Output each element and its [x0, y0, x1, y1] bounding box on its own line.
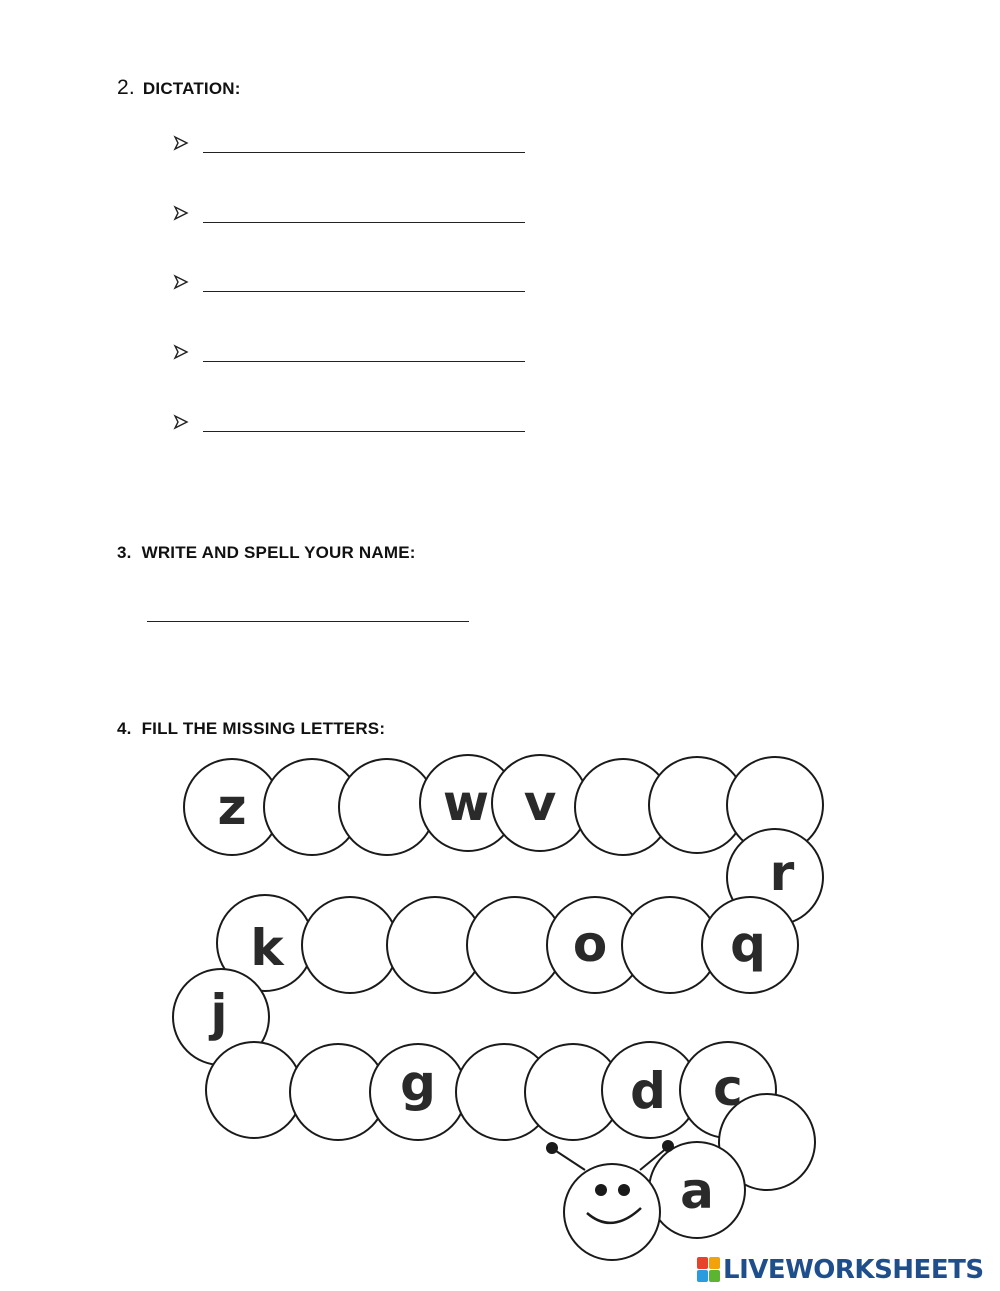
head-circle: [564, 1164, 660, 1260]
letter-k: k: [250, 919, 284, 977]
logo-text: LIVEWORKSHEETS: [723, 1255, 984, 1285]
letter-w: w: [442, 774, 490, 832]
letter-c: c: [713, 1059, 743, 1117]
letter-circle[interactable]: [302, 897, 398, 993]
letter-o: o: [572, 915, 608, 973]
letter-d: d: [630, 1062, 666, 1120]
caterpillar-head: [546, 1140, 674, 1260]
section-4-title: FILL THE MISSING LETTERS:: [141, 719, 386, 738]
letter-v: v: [523, 774, 557, 832]
liveworksheets-logo[interactable]: [697, 1255, 984, 1285]
section-4-number: 4.: [117, 719, 132, 738]
section-3-number: 3.: [117, 543, 132, 562]
letter-a: a: [680, 1162, 714, 1220]
antenna-tip-left: [546, 1142, 558, 1154]
logo-block-orange: [709, 1257, 720, 1269]
eye-right: [618, 1184, 630, 1196]
letter-z: z: [217, 778, 247, 836]
antenna-left: [553, 1149, 585, 1170]
letter-g: g: [400, 1054, 436, 1112]
antenna-tip-right: [662, 1140, 674, 1152]
letter-j: j: [210, 984, 228, 1042]
logo-block-red: [697, 1257, 708, 1269]
logo-block-blue: [697, 1270, 708, 1282]
section-2-title: DICTATION:: [142, 79, 241, 98]
logo-blocks-icon: [697, 1257, 721, 1283]
letter-r: r: [769, 844, 795, 902]
section-3-title: WRITE AND SPELL YOUR NAME:: [141, 543, 416, 562]
letter-circle[interactable]: [206, 1042, 302, 1138]
logo-block-green: [709, 1270, 720, 1282]
eye-left: [595, 1184, 607, 1196]
section-2-number: 2.: [117, 76, 135, 99]
letter-q: q: [730, 915, 766, 973]
